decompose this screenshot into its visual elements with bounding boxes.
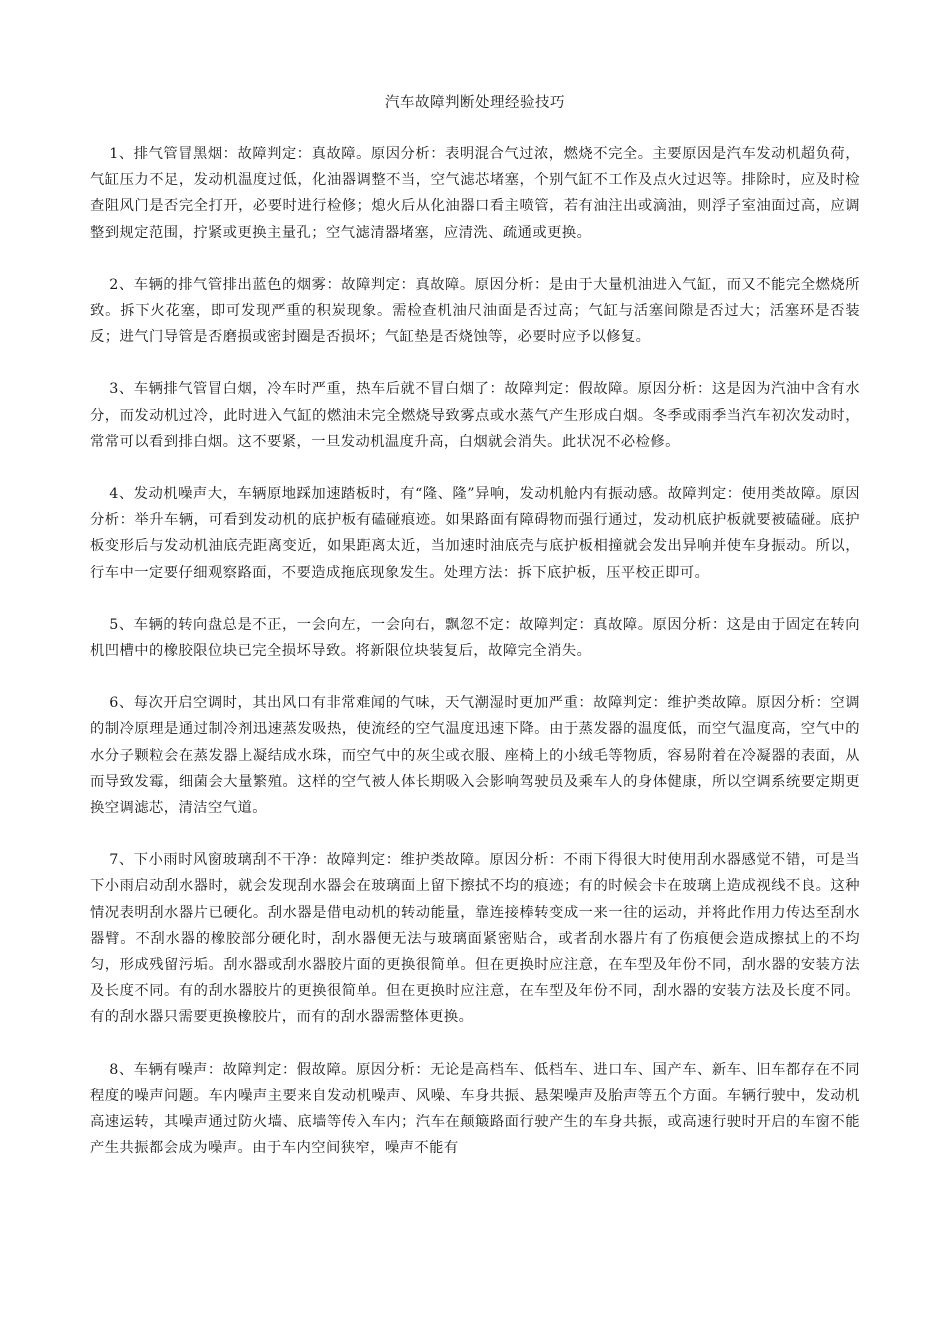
document-title: 汽车故障判断处理经验技巧 — [385, 95, 565, 111]
paragraph-4: 4、发动机噪声大，车辆原地踩加速踏板时，有“隆、隆”异响，发动机舱内有振动感。故障判定：使用类故障。原因分析：举升车辆，可看到发动机的底护板有磕碰痕迹。如果路面有障碍物而强行通过，发动机底护板就要被磕碰。底护板变形后与发动机油底壳距离变近，如果距离太近，当加速时油底壳与底护板相撞就会发出异响并使车身振动。所以，行车中一定要仔细观察路面，不要造成拖底现象发生。处理方法：拆下底护板，压平校正即可。 — [90, 486, 860, 581]
document-page — [90, 92, 860, 1188]
paragraph-8: 8、车辆有噪声：故障判定：假故障。原因分析：无论是高档车、低档车、进口车、国产车、新车、旧车都存在不同程度的噪声问题。车内噪声主要来自发动机噪声、风噪、车身共振、悬架噪声及胎声等五个方面。车辆行驶中，发动机高速运转，其噪声通过防火墙、底墙等传入车内；汽车在颠簸路面行驶产生的车身共振，或高速行驶时开启的车窗不能产生共振都会成为噪声。由于车内空间狭窄，噪声不能有 — [90, 1061, 860, 1157]
paragraph-1: 1、排气管冒黑烟：故障判定：真故障。原因分析：表明混合气过浓，燃烧不完全。主要原因是汽车发动机超负荷，气缸压力不足，发动机温度过低，化油器调整不当，空气滤芯堵塞，个别气缸不工作及点火过迟等。排除时，应及时检查阻风门是否完全打开，必要时进行检修；熄火后从化油器口看主喷管，若有油注出或滴油，则浮子室油面过高，应调整到规定范围，拧紧或更换主量孔；空气滤清器堵塞，应清洗、疏通或更换。 — [90, 146, 860, 241]
paragraph-3: 3、车辆排气管冒白烟，冷车时严重，热车后就不冒白烟了：故障判定：假故障。原因分析：这是因为汽油中含有水分，而发动机过冷，此时进入气缸的燃油未完全燃烧导致雾点或水蒸气产生形成白烟。冬季或雨季当汽车初次发动时，常常可以看到排白烟。这不要紧，一旦发动机温度升高，白烟就会消失。此状况不必检修。 — [90, 381, 860, 450]
paragraph-5: 5、车辆的转向盘总是不正，一会向左，一会向右，飘忽不定：故障判定：真故障。原因分析：这是由于固定在转向机凹槽中的橡胶限位块已完全损坏导致。将新限位块装复后，故障完全消失。 — [90, 616, 860, 660]
paragraph-7: 7、下小雨时风窗玻璃刮不干净：故障判定：维护类故障。原因分析：不雨下得很大时使用刮水器感觉不错，可是当下小雨启动刮水器时，就会发现刮水器会在玻璃面上留下擦拭不均的痕迹；有的时候会卡在玻璃上造成视线不良。这种情况表明刮水器片已硬化。刮水器是借电动机的转动能量，靠连接棒转变成一来一往的运动，并将此作用力传达至刮水器臂。不刮水器的橡胶部分硬化时，刮水器便无法与玻璃面紧密贴合，或者刮水器片有了伤痕便会造成擦拭上的不均匀，形成残留污垢。刮水器或刮水器胶片面的更换很简单。但在更换时应注意，在车型及年份不同，刮水器的安装方法及长度不同。有的刮水器胶片的更换很简单。但在更换时应注意，在车型及年份不同，刮水器的安装方法及长度不同。有的刮水器只需要更换橡胶片，而有的刮水器需整体更换。 — [90, 852, 860, 1026]
paragraph-2: 2、车辆的排气管排出蓝色的烟雾：故障判定：真故障。原因分析：是由于大量机油进入气缸，而又不能完全燃烧所致。拆下火花塞，即可发现严重的积炭现象。需检查机油尺油面是否过高；气缸与活塞间隙是否过大；活塞环是否装反；进气门导管是否磨损或密封圈是否损坏；气缸垫是否烧蚀等，必要时应予以修复。 — [90, 276, 860, 346]
paragraph-6: 6、每次开启空调时，其出风口有非常难闻的气味，天气潮湿时更加严重：故障判定：维护类故障。原因分析：空调的制冷原理是通过制冷剂迅速蒸发吸热，使流经的空气温度迅速下降。由于蒸发器的温度低，而空气温度高，空气中的水分子颗粒会在蒸发器上凝结成水珠，而空气中的灰尘或衣服、座椅上的小绒毛等物质，容易附着在冷凝器的表面，从而导致发霉，细菌会大量繁殖。这样的空气被人体长期吸入会影响驾驶员及乘车人的身体健康，所以空调系统要定期更换空调滤芯，清洁空气道。 — [90, 695, 860, 817]
